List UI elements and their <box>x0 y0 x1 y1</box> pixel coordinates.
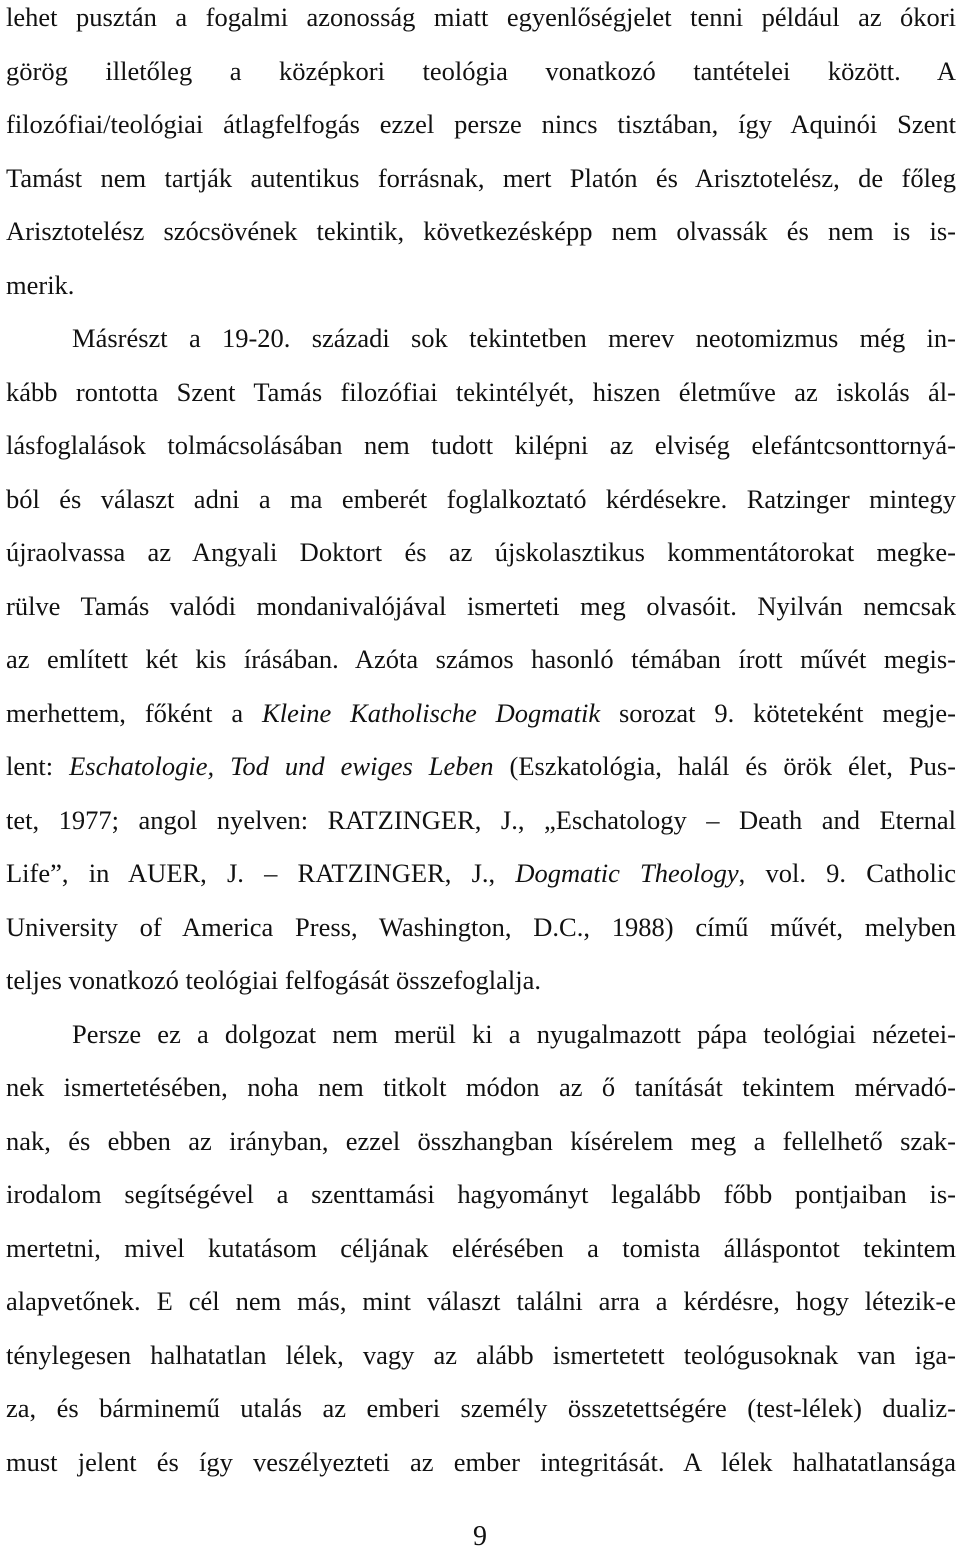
text-line <box>6 1338 956 1372</box>
text-segment: az említett két kis írásában. Azóta számos hasonló témában írott művét megis- <box>6 644 956 674</box>
text-segment: , vol. 9. Catholic <box>738 858 956 888</box>
text-segment: za, és bárminemű utalás az emberi személy összetettségére (test-lélek) dualiz- <box>6 1393 956 1423</box>
text-line <box>6 1445 956 1479</box>
text-segment: Persze ez a dolgozat nem merül ki a nyugalmazott pápa teológiai nézetei- <box>72 1018 956 1049</box>
text-line <box>6 1177 956 1211</box>
text-line <box>6 0 956 34</box>
text-line <box>6 482 956 516</box>
text-line <box>6 428 956 462</box>
text-segment: lehet pusztán a fogalmi azonosság miatt egyenlőségjelet tenni például az ókori <box>6 2 956 32</box>
text-line <box>6 1124 956 1158</box>
text-segment: Másrészt a 19-20. századi sok tekintetben merev neotomizmus még in- <box>72 323 956 353</box>
text-segment: görög illetőleg a középkori teológia vonatkozó tantételei között. A <box>6 55 956 86</box>
text-segment: lent: <box>6 751 70 781</box>
text-segment: kább rontotta Szent Tamás filozófiai tekintélyét, hiszen életműve az iskolás ál- <box>6 376 956 407</box>
italic-text: Kleine Katholische Dogmatik <box>262 697 601 728</box>
text-line <box>6 963 956 997</box>
text-line <box>6 696 956 730</box>
italic-text: Eschatologie, Tod und ewiges Leben <box>69 751 494 781</box>
text-line <box>6 321 956 355</box>
text-line <box>6 749 956 783</box>
text-segment: alapvetőnek. E cél nem más, mint választ találni arra a kérdésre, hogy létezik-e <box>6 1286 956 1316</box>
text-line <box>6 161 956 195</box>
text-segment: teljes vonatkozó teológiai felfogását összefoglalja. <box>6 965 541 995</box>
text-segment: ból és választ adni a ma emberét foglalkoztató kérdésekre. Ratzinger mintegy <box>6 483 956 514</box>
text-line <box>6 1231 956 1265</box>
page-number: 9 <box>473 1521 487 1552</box>
text-segment: újraolvassa az Angyali Doktort és az újskolasztikus kommentátorokat megke- <box>6 537 956 567</box>
text-line <box>6 54 956 88</box>
text-line <box>6 910 956 944</box>
text-segment: University of America Press, Washington, D.C., 1988) című művét, melyben <box>6 911 956 942</box>
text-line <box>6 803 956 837</box>
text-line <box>6 1391 956 1425</box>
text-line <box>6 535 956 569</box>
text-line <box>6 589 956 623</box>
text-segment: irodalom segítségével a szenttamási hagyományt legalább főbb pontjaiban is- <box>6 1179 956 1209</box>
text-line <box>6 375 956 409</box>
text-segment: (Eszkatológia, halál és örök élet, Pus- <box>493 751 956 781</box>
text-line <box>6 856 956 890</box>
text-segment: nak, és ebben az irányban, ezzel összhangban kísérelem meg a fellelhető szak- <box>6 1125 956 1156</box>
text-segment: sorozat 9. köteteként megje- <box>600 697 956 728</box>
text-segment: tet, 1977; angol nyelven: RATZINGER, J., „Eschatology – Death and Eternal <box>6 804 956 835</box>
text-line <box>6 107 956 141</box>
text-line <box>6 1017 956 1051</box>
text-segment: lásfoglalások tolmácsolásában nem tudott kilépni az elviség elefántcsonttornyá- <box>6 430 956 460</box>
text-segment: merhettem, főként a <box>6 697 263 728</box>
text-line <box>6 268 956 302</box>
text-line <box>6 1070 956 1104</box>
text-segment: must jelent és így veszélyezteti az ember integritását. A lélek halhatatlansága <box>6 1446 956 1477</box>
text-segment: ténylegesen halhatatlan lélek, vagy az alább ismertetett teológusoknak van iga- <box>6 1339 956 1370</box>
text-line <box>6 642 956 676</box>
italic-text: Dogmatic Theology <box>515 858 739 888</box>
text-segment: mertetni, mivel kutatásom céljának elérésében a tomista álláspontot tekintem <box>6 1232 956 1263</box>
text-segment: Arisztotelész szócsövének tekintik, következésképp nem olvassák és nem is is- <box>6 216 956 246</box>
text-segment: Life”, in AUER, J. – RATZINGER, J., <box>6 858 516 888</box>
text-segment: filozófiai/teológiai átlagfelfogás ezzel persze nincs tisztában, így Aquinói Szent <box>6 109 956 139</box>
text-segment: nek ismertetésében, noha nem titkolt módon az ő tanítását tekintem mérvadó- <box>6 1072 956 1102</box>
text-segment: rülve Tamás valódi mondanivalójával ismerteti meg olvasóit. Nyilván nemcsak <box>6 590 956 621</box>
text-segment: merik. <box>6 269 75 300</box>
text-segment: Tamást nem tartják autentikus forrásnak, mert Platón és Arisztotelész, de főleg <box>6 162 956 193</box>
text-line <box>6 214 956 248</box>
text-line <box>6 1284 956 1318</box>
